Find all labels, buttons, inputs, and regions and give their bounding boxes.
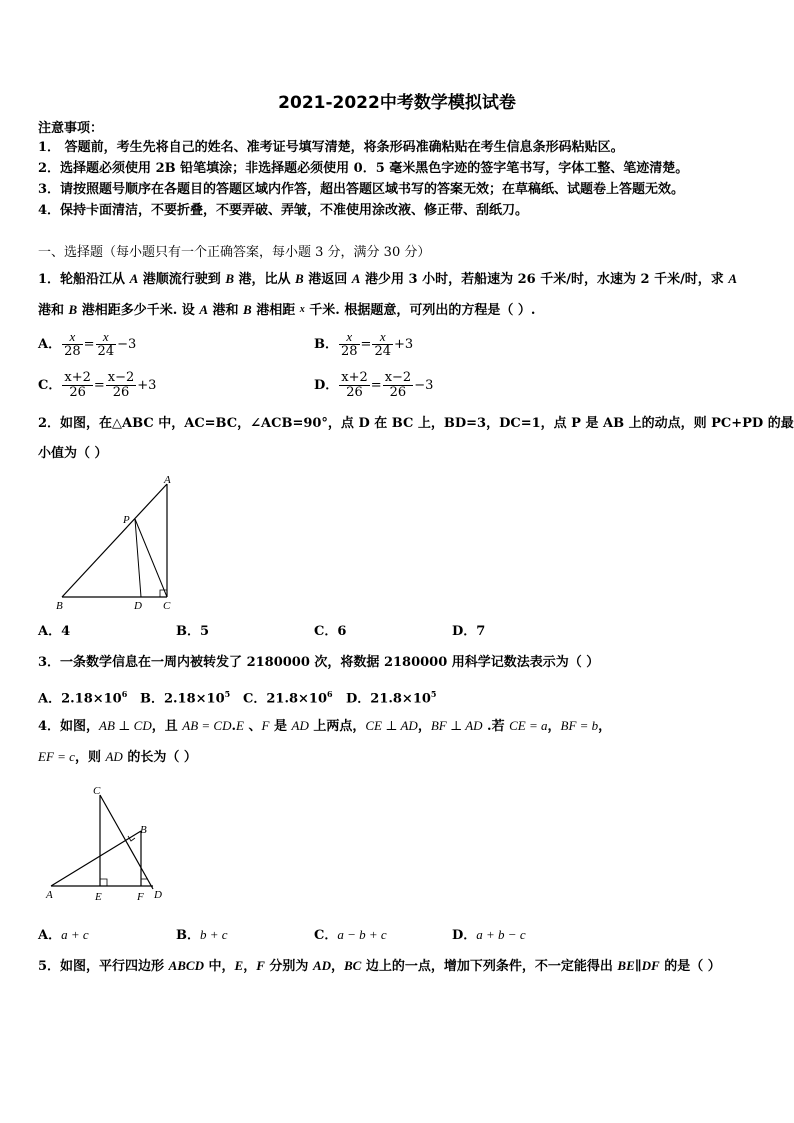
notice-item-3: 3．请按照题号顺序在各题目的答题区域内作答，超出答题区域书写的答案无效；在草稿纸、试题卷上答题无效。 [38,182,685,197]
notice-item-2: 2．选择题必须使用 2B 铅笔填涂；非选择题必须使用 0．5 毫米黑色字迹的签字笔书写，字体工整、笔迹清楚。 [38,161,689,176]
q2-label-a: A [164,474,171,486]
q2-option-a[interactable]: A．4 [38,624,71,639]
q2-line2: 小值为（ ） [38,446,108,461]
q2-label-b: B [56,600,63,612]
q4-option-d[interactable]: D．a + b − c [452,927,526,943]
q3-option-a[interactable]: A．$2.18\times 10^6$ [38,689,128,707]
q4-segment-ab [51,831,141,886]
q4-label-d: D [154,889,162,901]
q3-text: 3．一条数学信息在一周内被转发了 2180000 次，将数据 2180000 用科学记数法表示为（ ） [38,655,600,670]
q4-option-a[interactable]: A．a + c [38,927,89,943]
q2-option-c[interactable]: C．6 [314,624,347,639]
q2-option-b[interactable]: B．5 [176,624,210,639]
q4-right-angle-e [100,879,107,886]
q4-label-f: F [137,891,144,903]
section-heading: 一、选择题（每小题只有一个正确答案，每小题 3 分，满分 30 分） [38,245,431,260]
q4-label-e: E [95,891,102,903]
q1-line2: 港和 B 港相距多少千米. 设 A 港和 B 港相距 $^x$ 千米. 根据题意，可列出的方程是（ ）. [38,302,536,318]
q3-option-c[interactable]: C．$21.8\times 10^6$ [243,689,333,707]
q1-option-c[interactable]: C． $\frac{x+2}{26}$ = $\frac{x-2}{26}$ +3 [38,370,157,400]
q2-segment-ab [62,484,167,597]
q1-option-d[interactable]: D． $\frac{x+2}{26}$ = $\frac{x-2}{26}$ −3 [314,370,434,400]
notice-heading: 注意事项： [38,121,104,136]
q4-label-b: B [140,824,147,836]
q4-line2: EF = c，则 AD 的长为（ ） [38,749,197,765]
q2-option-d[interactable]: D．7 [452,624,486,639]
q3-option-b[interactable]: B．$2.18\times 10^5$ [140,689,231,707]
q2-figure [50,472,185,612]
notice-item-4: 4．保持卡面清洁，不要折叠，不要弄破、弄皱，不准使用涂改液、修正带、刮纸刀。 [38,203,529,218]
q4-line1: 4．如图，AB ⊥ CD，且 AB = CD.E 、F 是 AD 上两点，CE ⊥ AD，BF ⊥ AD .若 CE = a，BF = b， [38,718,612,734]
q1-option-b[interactable]: B． $\frac{x}{28}$ = $\frac{x}{24}$ +3 [314,329,414,359]
q1-line1: 1．轮船沿江从 A 港顺流行驶到 B 港，比从 B 港返回 A 港少用 3 小时，若船速为 26 千米/时，水速为 2 千米/时，求 A [38,271,738,287]
q2-label-p: P [123,514,130,526]
q2-label-d: D [134,600,142,612]
page-title: 2021-2022中考数学模拟试卷 [278,93,516,113]
q4-option-c[interactable]: C．a − b + c [314,927,387,943]
q2-label-c: C [163,600,171,612]
q4-label-a: A [46,889,53,901]
q4-figure [40,780,175,905]
q1-option-a[interactable]: A． $\frac{x}{28}$ = $\frac{x}{24}$ −3 [38,329,137,359]
q2-line1: 2．如图，在△ABC 中，AC=BC，∠ACB=90°，点 D 在 BC 上，BD=3，DC=1，点 P 是 AB 上的动点，则 PC+PD 的最 [38,416,794,431]
q5-text: 5．如图，平行四边形 ABCD 中，E，F 分别为 AD，BC 边上的一点，增加下列条件，不一定能得出 BE∥DF 的是（ ） [38,958,721,974]
q3-option-d[interactable]: D．$21.8\times 10^5$ [346,689,437,707]
q4-segment-cd [100,795,153,889]
q4-option-b[interactable]: B．b + c [176,927,228,943]
q4-label-c: C [93,785,101,797]
notice-item-1: 1． 答题前，考生先将自己的姓名、准考证号填写清楚，将条形码准确粘贴在考生信息条形码粘贴区。 [38,140,624,155]
